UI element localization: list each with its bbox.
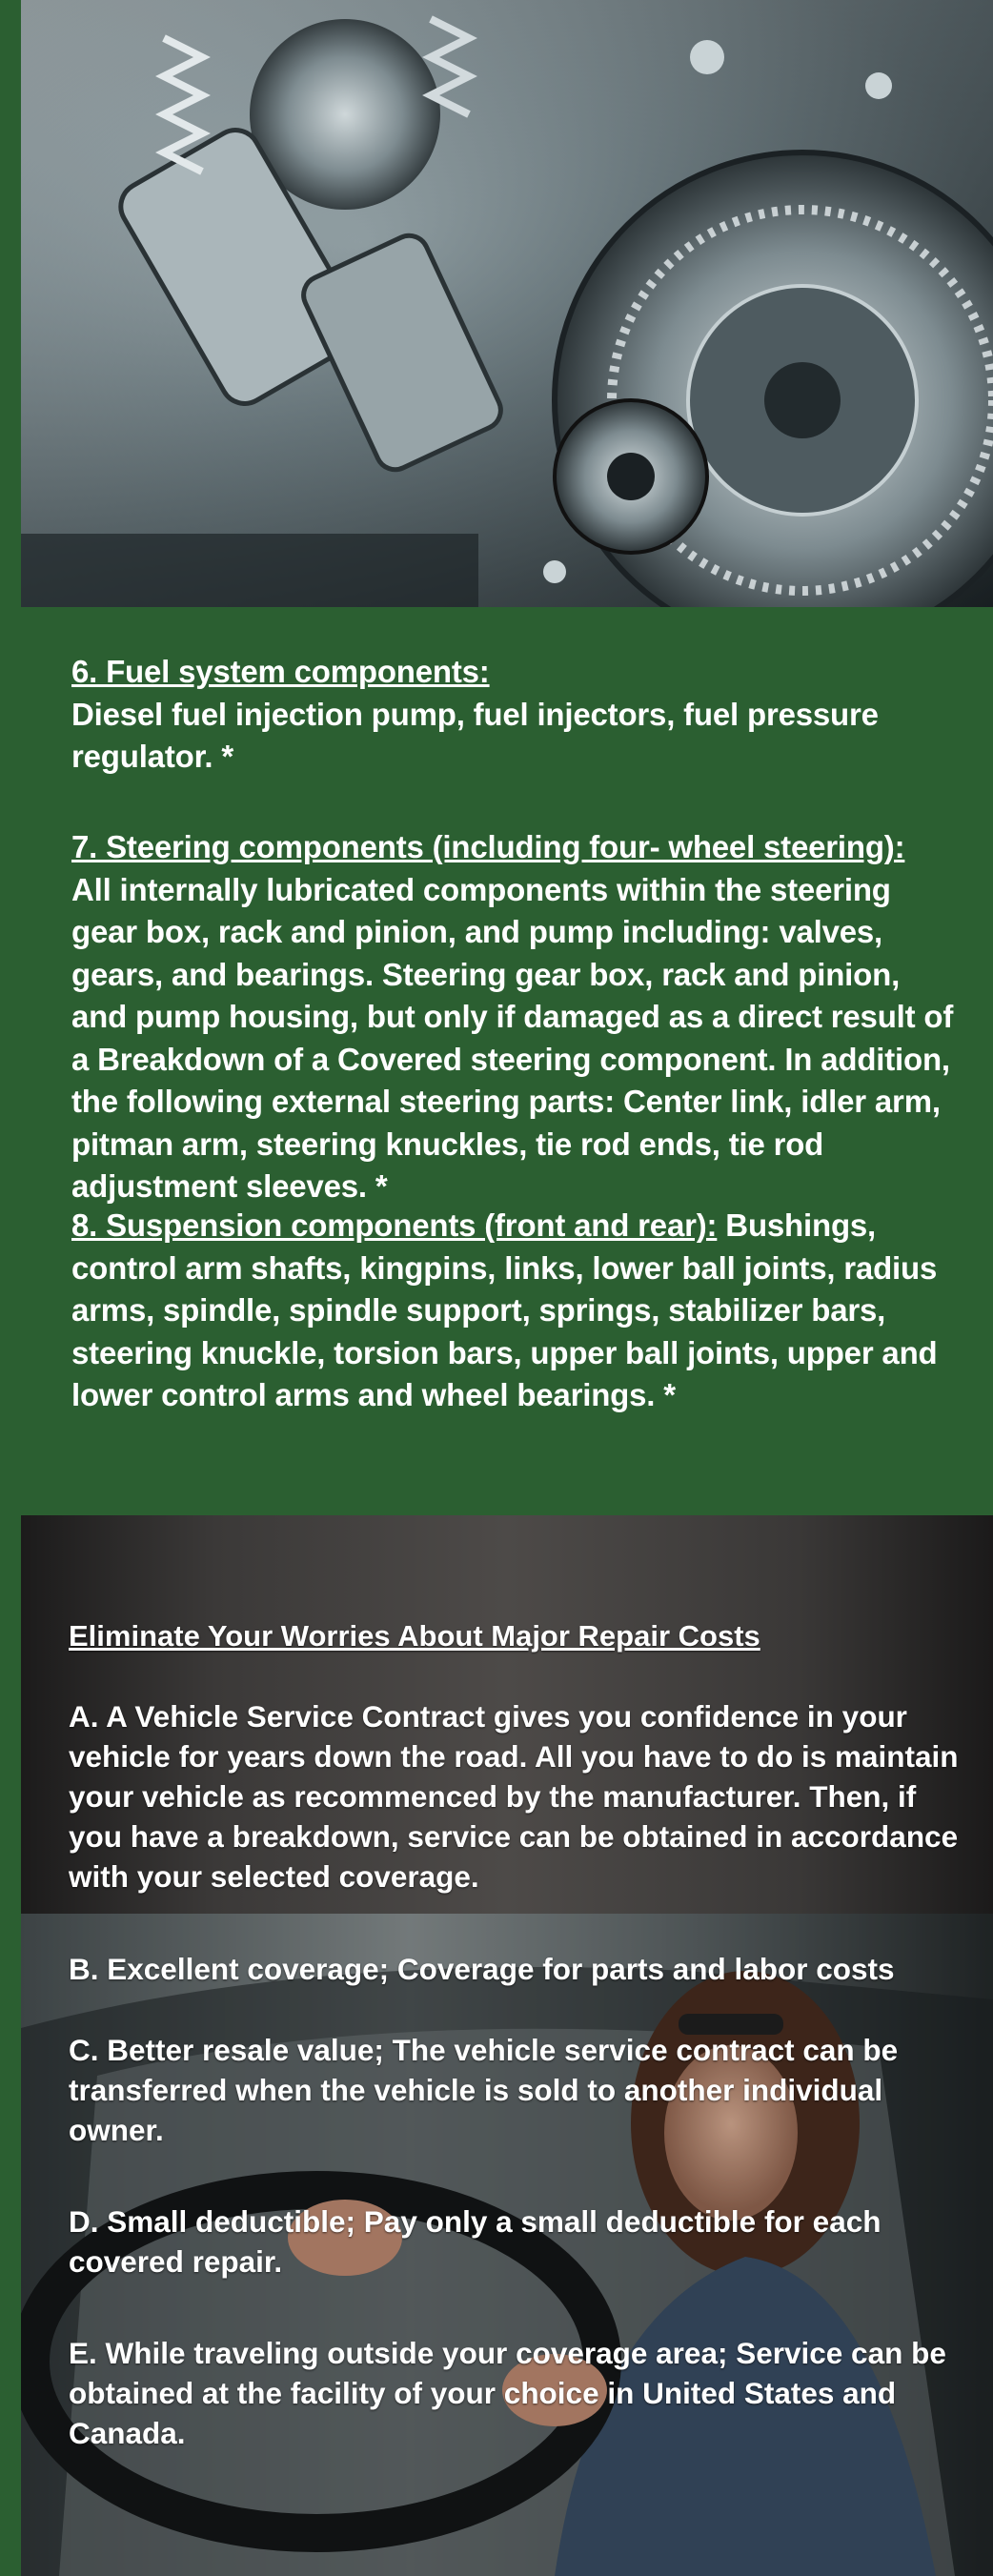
coverage-item-suspension	[71, 1205, 958, 1417]
benefits-section	[21, 1515, 993, 2576]
benefit-c: C. Better resale value; The vehicle service contract can be transferred when the vehicle is sold to another individual owner.	[69, 2033, 899, 2147]
coverage-heading: 7. Steering components (including four- wheel steering):	[71, 829, 905, 864]
coverage-heading: 8. Suspension components (front and rear):	[71, 1207, 718, 1243]
coverage-body: All internally lubricated components within the steering gear box, rack and pinion, and pump including: valves, gears, and bearings. Steering gear box, rack and pinion, and pump housing, but only if damaged as a direct result of a Breakdown of a Covered steering component. In addition, the following external steering parts: Center link, idler arm, pitman arm, steering knuckles, tie rod ends, tie rod adjustment sleeves. *	[71, 871, 954, 1204]
coverage-item-steering	[71, 826, 958, 1208]
benefit-d: D. Small deductible; Pay only a small deductible for each covered repair.	[69, 2204, 882, 2279]
engine-illustration	[21, 0, 993, 607]
coverage-heading: 6. Fuel system components:	[71, 654, 490, 689]
coverage-body: Bushings, control arm shafts, kingpins, links, lower ball joints, radius arms, spindle, spindle support, springs, stabilizer bars, steering knuckle, torsion bars, upper ball joints, upper and lower control arms and wheel bearings. *	[71, 1207, 938, 1412]
engine-image	[21, 0, 993, 607]
coverage-section	[0, 607, 993, 1515]
benefit-a: A. A Vehicle Service Contract gives you confidence in your vehicle for years down the road. All you have to do is maintain your vehicle as recommenced by the manufacturer. Then, if you have a breakdown, service can be obtained in accordance with your selected coverage.	[69, 1699, 959, 1894]
benefit-b: B. Excellent coverage; Coverage for parts and labor costs	[69, 1952, 895, 1986]
benefits-title: Eliminate Your Worries About Major Repair Costs	[69, 1619, 760, 1653]
coverage-item-fuel	[71, 651, 958, 779]
coverage-body: Diesel fuel injection pump, fuel injectors, fuel pressure regulator. *	[71, 696, 879, 774]
benefit-e: E. While traveling outside your coverage area; Service can be obtained at the facility of your choice in United States and Canada.	[69, 2336, 946, 2450]
